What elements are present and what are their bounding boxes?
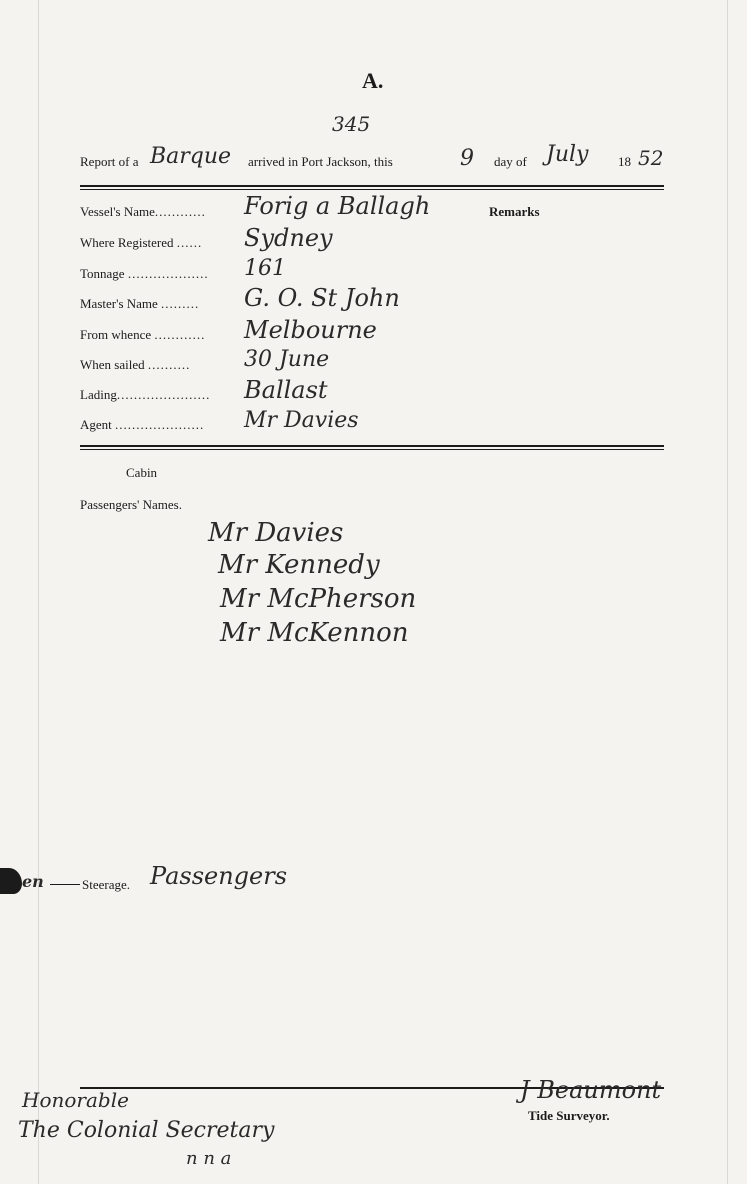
passengers-names-label: Passengers' Names. — [80, 497, 182, 512]
field-label-from-whence: From whence ............ — [80, 327, 206, 342]
field-value-when-sailed: 30 June — [244, 347, 330, 372]
cabin-label: Cabin — [126, 465, 158, 480]
field-value-agent: Mr Davies — [244, 408, 359, 433]
addressee-line-3: n n a — [186, 1148, 232, 1169]
cabin-passenger: Mr Kennedy — [218, 550, 380, 580]
cabin-passenger: Mr McKennon — [220, 618, 409, 648]
field-label-when-sailed: When sailed .......... — [80, 357, 191, 372]
details-rule — [80, 445, 664, 447]
arrived-text: arrived in Port Jackson, this — [248, 154, 393, 169]
field-label-masters-name: Master's Name ......... — [80, 296, 200, 311]
month-value: July — [546, 142, 589, 167]
field-label-lading: Lading...................... — [80, 387, 211, 402]
surveyor-signature: J Beaumont — [520, 1076, 662, 1104]
steerage-lead-line — [50, 884, 80, 885]
cabin-passenger: Mr McPherson — [220, 584, 417, 614]
page-edge-line — [727, 0, 728, 1184]
field-label-tonnage: Tonnage ................... — [80, 266, 209, 281]
field-value-lading: Ballast — [244, 376, 328, 404]
header-rule — [80, 185, 664, 187]
year-suffix: 52 — [638, 146, 664, 170]
field-value-tonnage: 161 — [244, 256, 286, 281]
remarks-label: Remarks — [489, 204, 540, 219]
steerage-prefix: en — [22, 872, 44, 891]
page-fold-line — [38, 0, 39, 1184]
tide-surveyor-label: Tide Surveyor. — [528, 1108, 610, 1123]
field-value-from-whence: Melbourne — [244, 316, 377, 344]
ink-blot — [0, 868, 22, 894]
cabin-passenger: Mr Davies — [208, 518, 344, 548]
steerage-value: Passengers — [150, 862, 288, 890]
report-prefix: Report of a — [80, 154, 139, 169]
folio-number: 345 — [332, 112, 371, 136]
form-letter: A. — [362, 68, 384, 93]
header-rule-thin — [80, 189, 664, 190]
day-of-text: day of — [494, 154, 527, 169]
vessel-type-value: Barque — [150, 144, 232, 169]
addressee-line-1: Honorable — [22, 1088, 129, 1112]
field-value-vessel-name: Forig a Ballagh — [244, 192, 431, 220]
year-prefix: 18 — [618, 154, 631, 169]
field-label-vessel-name: Vessel's Name............ — [80, 204, 206, 219]
field-value-masters-name: G. O. St John — [244, 284, 400, 312]
day-value: 9 — [460, 146, 474, 171]
field-label-where-registered: Where Registered ...... — [80, 235, 203, 250]
addressee-line-2: The Colonial Secretary — [18, 1118, 275, 1143]
steerage-label: Steerage. — [82, 877, 131, 892]
field-value-where-registered: Sydney — [244, 224, 333, 252]
field-label-agent: Agent ..................... — [80, 417, 205, 432]
details-rule-thin — [80, 449, 664, 450]
